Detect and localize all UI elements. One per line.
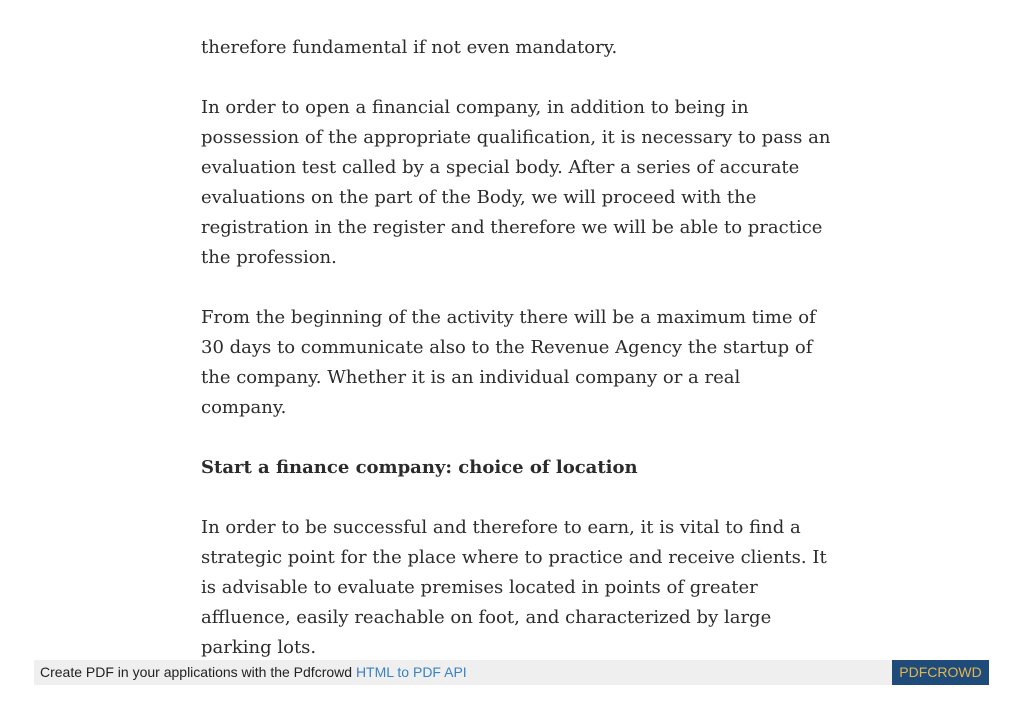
pdfcrowd-footer-bar bbox=[34, 660, 989, 685]
paragraph-continuation: therefore fundamental if not even mandatory. bbox=[201, 37, 618, 58]
section-heading-location: Start a finance company: choice of location bbox=[201, 457, 638, 478]
paragraph-qualification: In order to open a financial company, in addition to being in possession of the appropriate qualification, it is necessary to pass an evaluation test called by a special body. After a series of accurate evaluations on the part of the Body, we will proceed with the registration in the register and therefore we will be able to practice the profession. bbox=[201, 97, 831, 268]
paragraph-location: In order to be successful and therefore to earn, it is vital to find a strategic point for the place where to practice and receive clients. It is advisable to evaluate premises located in points of greater affluence, easily reachable on foot, and characterized by large parking lots. bbox=[201, 517, 827, 658]
footer-text bbox=[40, 664, 467, 680]
paragraph-revenue-agency: From the beginning of the activity there will be a maximum time of 30 days to communicate also to the Revenue Agency the startup of the company. Whether it is an individual company or a real company. bbox=[201, 307, 816, 418]
article-body bbox=[201, 33, 831, 693]
pdfcrowd-badge[interactable]: PDFCROWD bbox=[892, 660, 989, 685]
footer-promo-text: Create PDF in your applications with the Pdfcrowd bbox=[40, 664, 353, 680]
html-to-pdf-api-link[interactable]: HTML to PDF API bbox=[355, 664, 467, 680]
